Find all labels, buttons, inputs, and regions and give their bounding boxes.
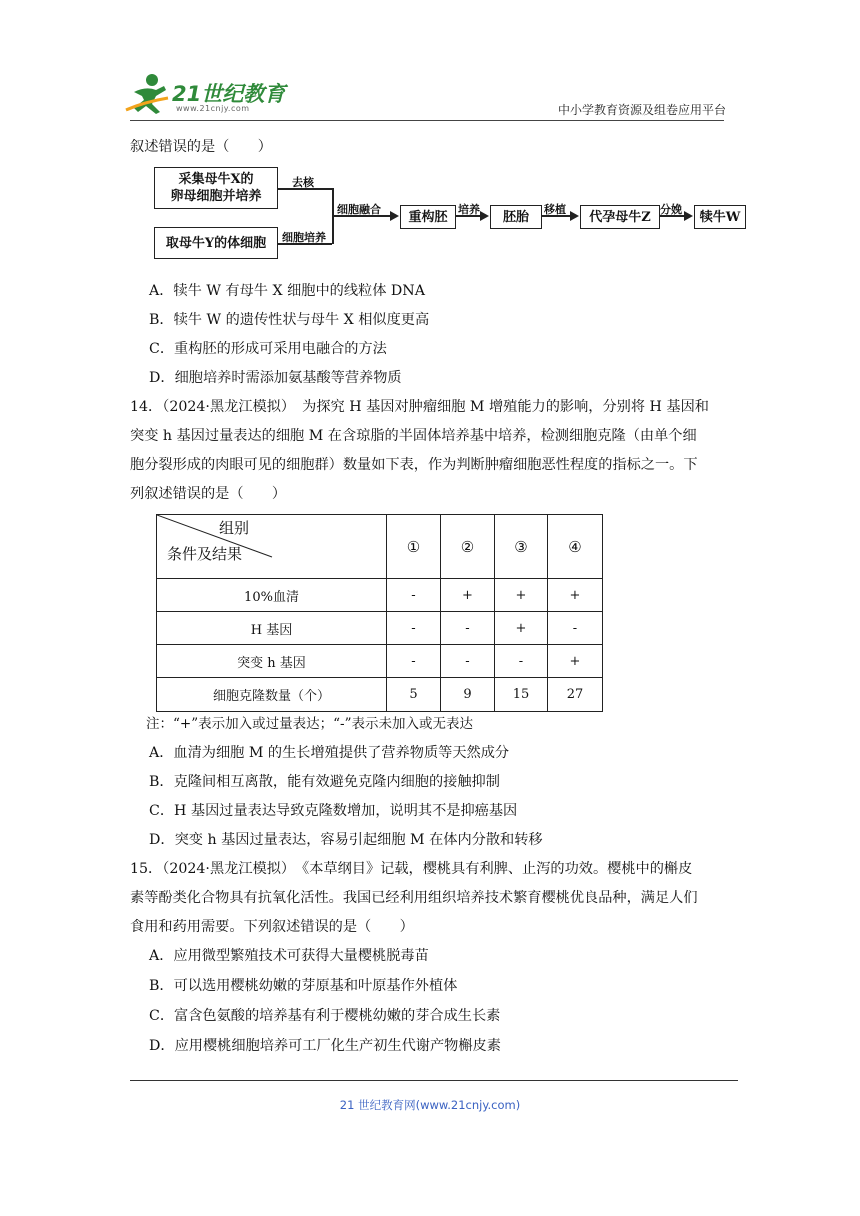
- footer-divider: [130, 1080, 738, 1081]
- label-remove-nucleus: 去核: [292, 176, 314, 189]
- arrow-head-icon: [390, 211, 400, 221]
- q15-stem-line: 食用和药用需要。下列叙述错误的是（ ）: [130, 919, 414, 935]
- logo-url: www.21cnjy.com: [176, 104, 250, 113]
- q14-data-table: [156, 514, 603, 712]
- table-cell: -: [441, 612, 495, 645]
- q13-option-b[interactable]: B．犊牛 W 的遗传性状与母牛 X 相似度更高: [149, 312, 430, 328]
- runner-logo-icon: [124, 72, 172, 116]
- row-label: H 基因: [157, 612, 387, 645]
- table-cell: -: [548, 612, 603, 645]
- group-header: ③: [495, 515, 548, 579]
- table-cell: 15: [495, 678, 548, 712]
- table-cell: -: [441, 645, 495, 678]
- label-cell-fusion: 细胞融合: [337, 203, 381, 216]
- q14-stem-line: 胞分裂形成的肉眼可见的细胞群）数量如下表，作为判断肿瘤细胞恶性程度的指标之一。下: [130, 457, 698, 473]
- table-row: [157, 579, 603, 612]
- site-logo[interactable]: [124, 70, 294, 120]
- row-label: 细胞克隆数量（个）: [157, 678, 387, 712]
- header-divider: [130, 120, 724, 121]
- group-header: ④: [548, 515, 603, 579]
- q15-option-d[interactable]: D．应用樱桃细胞培养可工厂化生产初生代谢产物槲皮素: [149, 1038, 501, 1054]
- label-transfer: 移植: [544, 203, 566, 216]
- footer-link[interactable]: 21 世纪教育网(www.21cnjy.com): [339, 1098, 521, 1112]
- q14-table-note: 注：“+”表示加入或过量表达；“-”表示未加入或无表达: [146, 716, 473, 732]
- group-header: ②: [441, 515, 495, 579]
- corner-bottom-label: 条件及结果: [167, 545, 243, 563]
- q13-option-d[interactable]: D．细胞培养时需添加氨基酸等营养物质: [149, 370, 402, 386]
- table-cell: -: [387, 645, 441, 678]
- table-cell: +: [495, 579, 548, 612]
- table-cell: +: [495, 612, 548, 645]
- q14-stem-line: 突变 h 基因过量表达的细胞 M 在含琼脂的半固体培养基中培养，检测细胞克隆（由单个细: [130, 428, 697, 444]
- q13-option-c[interactable]: C．重构胚的形成可采用电融合的方法: [149, 341, 387, 357]
- q15-stem-line: 素等酚类化合物具有抗氧化活性。我国已经利用组织培养技术繁育樱桃优良品种，满足人们: [130, 890, 698, 906]
- table-cell: 27: [548, 678, 603, 712]
- logo-text: 21世纪教育: [172, 82, 286, 106]
- table-row: [157, 678, 603, 712]
- arrow-head-icon: [684, 211, 694, 221]
- q15-option-c[interactable]: C．富含色氨酸的培养基有利于樱桃幼嫩的芽合成生长素: [149, 1008, 501, 1024]
- group-header: ①: [387, 515, 441, 579]
- table-cell: 5: [387, 678, 441, 712]
- table-cell: +: [548, 645, 603, 678]
- box-calf-w: 犊牛W: [694, 205, 746, 229]
- table-header-row: [157, 515, 603, 579]
- q15-stem-line: 15．（2024·黑龙江模拟） 《本草纲目》记载，樱桃具有利脾、止泻的功效。樱桃中的槲皮: [130, 861, 693, 877]
- box-surrogate-cow: 代孕母牛Z: [580, 205, 660, 229]
- q14-option-d[interactable]: D．突变 h 基因过量表达，容易引起细胞 M 在体内分散和转移: [149, 832, 543, 848]
- q13-stem-tail: 叙述错误的是（ ）: [130, 139, 272, 155]
- table-cell: 9: [441, 678, 495, 712]
- table-cell: -: [495, 645, 548, 678]
- arrow-head-icon: [480, 211, 490, 221]
- label-cell-culture: 细胞培养: [282, 231, 326, 244]
- q15-option-b[interactable]: B．可以选用樱桃幼嫩的芽原基和叶原基作外植体: [149, 978, 458, 994]
- box-cow-x-oocyte: 采集母牛X的 卵母细胞并培养: [154, 167, 278, 209]
- q14-option-c[interactable]: C．H 基因过量表达导致克隆数增加，说明其不是抑癌基因: [149, 803, 518, 819]
- cloning-flow-diagram: [154, 165, 754, 260]
- q14-stem-line: 14．（2024·黑龙江模拟） 为探究 H 基因对肿瘤细胞 M 增殖能力的影响，分别将 H 基因和: [130, 399, 709, 415]
- table-cell: -: [387, 612, 441, 645]
- row-label: 突变 h 基因: [157, 645, 387, 678]
- table-row: [157, 612, 603, 645]
- table-cell: +: [441, 579, 495, 612]
- q13-option-a[interactable]: A．犊牛 W 有母牛 X 细胞中的线粒体 DNA: [149, 283, 425, 299]
- table-row: [157, 645, 603, 678]
- q14-option-b[interactable]: B．克隆间相互离散，能有效避免克隆内细胞的接触抑制: [149, 774, 500, 790]
- q15-option-a[interactable]: A．应用微型繁殖技术可获得大量樱桃脱毒苗: [149, 948, 429, 964]
- box-cow-y-somatic: 取母牛Y的体细胞: [154, 227, 278, 259]
- q14-option-a[interactable]: A．血清为细胞 M 的生长增殖提供了营养物质等天然成分: [149, 745, 510, 761]
- q14-stem-line: 列叙述错误的是（ ）: [130, 486, 287, 502]
- table-cell: -: [387, 579, 441, 612]
- arrow-head-icon: [570, 211, 580, 221]
- box-reconstructed-embryo: 重构胚: [400, 205, 456, 229]
- label-culture: 培养: [458, 203, 480, 216]
- box-embryo: 胚胎: [490, 205, 542, 229]
- row-label: 10%血清: [157, 579, 387, 612]
- corner-top-label: 组别: [219, 519, 250, 537]
- platform-name: 中小学教育资源及组卷应用平台: [557, 103, 726, 117]
- label-birth: 分娩: [660, 203, 682, 216]
- table-corner-cell: [157, 515, 387, 579]
- table-cell: +: [548, 579, 603, 612]
